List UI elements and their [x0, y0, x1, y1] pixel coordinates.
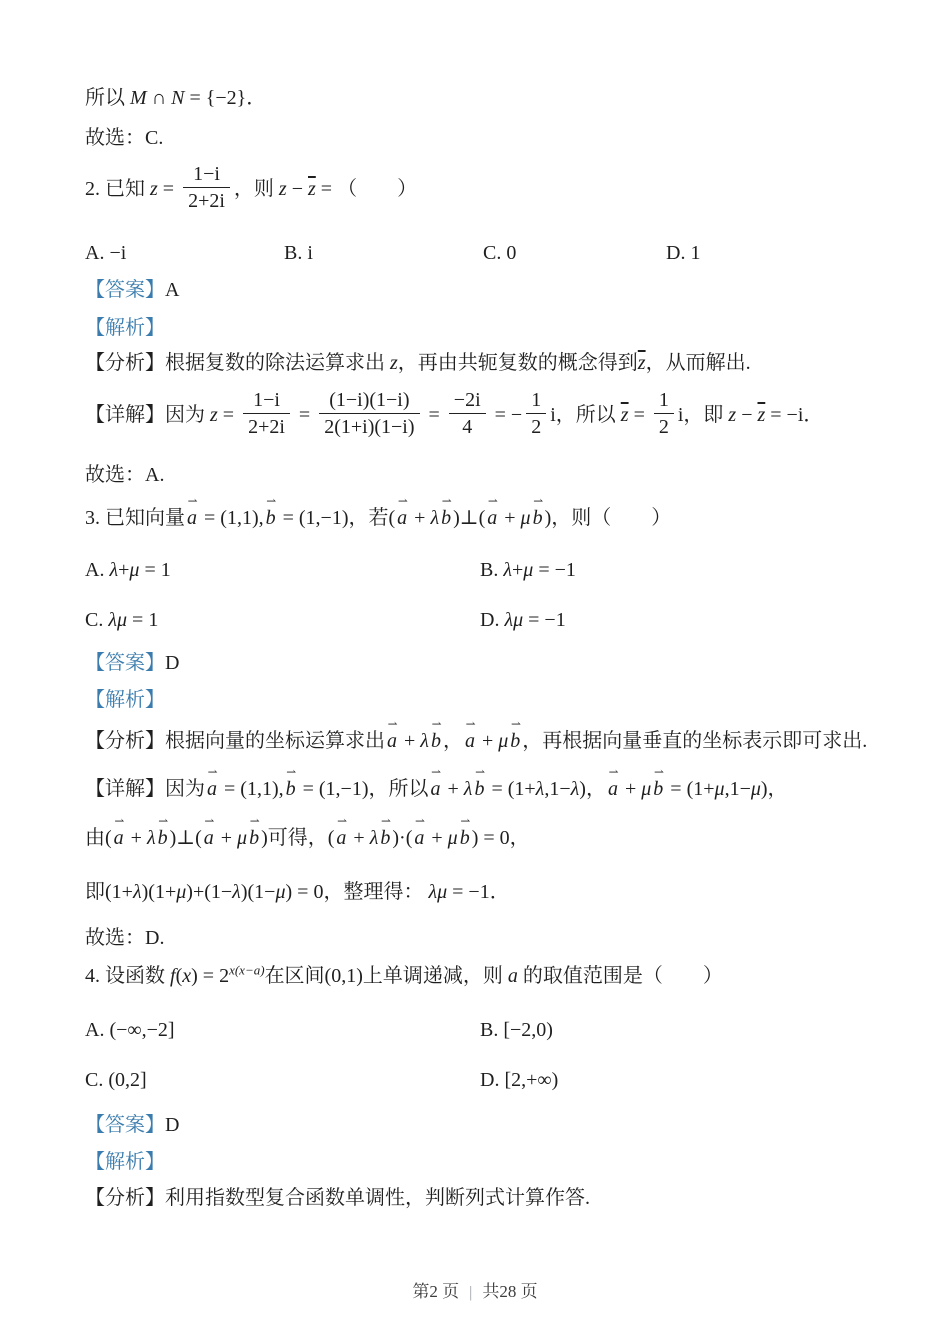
- text-run: μ: [237, 827, 248, 849]
- page-footer: [0, 1277, 950, 1302]
- q4-analysis: [85, 1185, 885, 1211]
- text-run: D: [165, 652, 180, 674]
- text-run: λ: [132, 881, 142, 903]
- text-run: A. (−∞,−2]: [85, 1019, 175, 1041]
- vector-a: ⇀ a: [113, 814, 125, 849]
- text-run: ) = 0，: [471, 827, 530, 849]
- text-run: = (1,1),: [199, 507, 264, 529]
- q4-options-cd: [85, 1067, 885, 1097]
- text-run: =: [217, 404, 240, 427]
- vector-b: ⇀ b: [532, 494, 544, 529]
- text-run: μ: [523, 559, 534, 581]
- text-run: z: [278, 178, 287, 201]
- text-run: B. i: [284, 242, 313, 264]
- q4-option-d: [480, 1067, 558, 1093]
- text-run: = (1+: [486, 778, 536, 800]
- vector-arrow-icon: ⇀: [207, 765, 218, 779]
- text-run: B. [−2,0): [480, 1019, 553, 1041]
- q3-stem: [85, 494, 885, 531]
- text-run: z: [210, 404, 218, 427]
- q4-answer: [85, 1112, 885, 1138]
- vector-a: ⇀ a: [414, 814, 426, 849]
- q3-option-b: [480, 557, 576, 583]
- footer-total-pages: 共28 页: [482, 1282, 538, 1301]
- text-run: )⊥(: [169, 827, 202, 849]
- q3-option-c: [85, 607, 158, 633]
- text-run: C. 0: [483, 242, 517, 264]
- text-run: +: [399, 730, 421, 752]
- q2-options: [85, 240, 885, 270]
- vector-arrow-icon: ⇀: [158, 814, 169, 828]
- text-run: +: [476, 730, 499, 752]
- vector-arrow-icon: ⇀: [460, 814, 471, 828]
- vector-arrow-icon: ⇀: [387, 717, 398, 731]
- text-run: μ: [129, 559, 140, 581]
- text-run: )，: [760, 778, 788, 800]
- text-run: =: [423, 404, 445, 427]
- text-run: z: [150, 178, 158, 201]
- vector-arrow-icon: ⇀: [415, 814, 426, 828]
- text-run: = 1: [139, 559, 171, 581]
- text-run: 故选：C.: [85, 127, 164, 149]
- q4-analysis-header: [85, 1149, 885, 1175]
- text-run: 【详解】因为: [85, 404, 210, 427]
- text-run: μ: [641, 778, 652, 800]
- text-run: 在区间(0,1)上单调递减，则: [264, 965, 508, 987]
- text-run: = (1,−1)，所以: [297, 778, 429, 800]
- text-run: λ: [570, 778, 580, 800]
- section-label: 【解析】: [85, 1151, 165, 1173]
- text-run: ，则: [233, 178, 279, 201]
- text-run: ) = 0，整理得：: [285, 881, 429, 903]
- text-run: μ: [750, 778, 761, 800]
- vector-arrow-icon: ⇀: [114, 814, 125, 828]
- q3-options-cd: [85, 607, 885, 637]
- text-run: λμ: [108, 609, 128, 631]
- vector-a: ⇀ a: [607, 765, 619, 800]
- text-run: x: [182, 965, 192, 987]
- q3-solution-3: [85, 879, 885, 905]
- text-run: z: [728, 404, 737, 427]
- text-run: +: [442, 778, 464, 800]
- text-run: λ: [430, 507, 440, 529]
- vector-arrow-icon: ⇀: [381, 814, 392, 828]
- text-run: D. [2,+∞): [480, 1069, 559, 1091]
- text-run: λ: [420, 730, 429, 752]
- text-run: )，: [579, 778, 606, 800]
- text-run: $\overline{z}$: [637, 352, 646, 374]
- text-run: ∩: [146, 87, 172, 109]
- text-run: )可得，(: [261, 827, 335, 849]
- vector-arrow-icon: ⇀: [475, 765, 486, 779]
- text-run: +: [619, 778, 642, 800]
- text-run: +: [125, 827, 147, 849]
- section-label: 【解析】: [85, 317, 165, 339]
- vector-arrow-icon: ⇀: [337, 814, 348, 828]
- vector-b: ⇀ b: [474, 765, 486, 800]
- fraction: $\frac{1}{2}$: [526, 389, 546, 438]
- text-run: = （ ）: [315, 178, 418, 201]
- text-run: )·(: [392, 827, 413, 849]
- q4-option-c: [85, 1067, 147, 1093]
- q2-analysis: [85, 350, 885, 376]
- text-run: +: [118, 559, 130, 581]
- section-label: 【答案】: [85, 1114, 165, 1136]
- q2-option-c: [483, 240, 516, 266]
- fraction: $\frac{1-i}{2+2i}$: [183, 163, 230, 212]
- text-run: )+(1−: [186, 881, 233, 903]
- vector-b: ⇀ b: [441, 494, 452, 529]
- text-run: )⊥(: [453, 507, 486, 529]
- text-run: λ: [535, 778, 545, 800]
- vector-a: ⇀ a: [487, 494, 498, 529]
- vector-arrow-icon: ⇀: [286, 765, 297, 779]
- section-label: 【答案】: [85, 279, 165, 301]
- text-run: = −1: [533, 559, 576, 581]
- text-run: λμ: [428, 881, 448, 903]
- text-run: D. 1: [666, 242, 701, 264]
- q2-solution: [85, 389, 885, 441]
- fraction: $\frac{(1-i)(1-i)}{2(1+i)(1-i)}$: [319, 389, 419, 438]
- q2-analysis-header: [85, 315, 885, 341]
- text-run: = {−2}．: [184, 87, 267, 109]
- vector-b: ⇀ b: [380, 814, 392, 849]
- vector-arrow-icon: ⇀: [397, 494, 408, 508]
- text-run: 的取值范围是（ ）: [517, 965, 723, 987]
- text-run: B.: [480, 559, 504, 581]
- text-run: = (1+: [665, 778, 715, 800]
- text-run: N: [171, 87, 185, 109]
- text-run: f: [170, 965, 176, 987]
- text-run: −: [286, 178, 308, 201]
- vector-arrow-icon: ⇀: [441, 494, 452, 508]
- text-run: 【详解】因为: [85, 778, 205, 800]
- text-run: C.: [85, 609, 109, 631]
- text-run: +: [499, 507, 521, 529]
- vector-a: ⇀ a: [336, 814, 348, 849]
- text-run: λμ: [504, 609, 524, 631]
- vector-arrow-icon: ⇀: [653, 765, 665, 779]
- vector-arrow-icon: ⇀: [465, 717, 476, 731]
- superscript: x(x−a): [229, 962, 265, 978]
- text-run: μ: [176, 881, 187, 903]
- q4-options-ab: [85, 1017, 885, 1047]
- text-run: μ: [714, 778, 725, 800]
- text-run: 故选：D.: [85, 927, 165, 949]
- text-run: A: [165, 279, 180, 301]
- q3-conclusion: [85, 925, 885, 951]
- vector-a: ⇀ a: [207, 765, 218, 800]
- text-run: 【分析】根据向量的坐标运算求出: [85, 730, 385, 752]
- text-run: ) = 2: [191, 965, 230, 987]
- text-run: 所以: [85, 87, 130, 109]
- text-run: λ: [503, 559, 513, 581]
- text-run: 故选：A.: [85, 464, 165, 486]
- vector-a: ⇀ a: [203, 814, 215, 849]
- text-run: 2. 已知: [85, 178, 150, 201]
- vector-arrow-icon: ⇀: [249, 814, 260, 828]
- text-run: D: [165, 1114, 180, 1136]
- fraction: $\frac{1-i}{2+2i}$: [243, 389, 290, 438]
- text-run: λ: [109, 559, 119, 581]
- text-run: $\overline{z}$: [308, 178, 316, 201]
- vector-arrow-icon: ⇀: [533, 494, 544, 508]
- vector-arrow-icon: ⇀: [431, 717, 442, 731]
- text-run: C. (0,2]: [85, 1069, 147, 1091]
- footer-page-number: 第2 页: [412, 1282, 460, 1301]
- text-run: +: [426, 827, 448, 849]
- vector-b: ⇀ b: [285, 765, 297, 800]
- text-run: i，即: [677, 404, 729, 427]
- text-run: μ: [447, 827, 458, 849]
- text-run: 即(1+: [85, 881, 133, 903]
- q1-answer-choice: [85, 125, 885, 151]
- vector-a: ⇀ a: [464, 717, 476, 752]
- text-run: $\overline{z}$: [620, 404, 629, 427]
- text-run: ，从而解出.: [645, 352, 751, 374]
- text-run: ，: [442, 730, 463, 752]
- text-run: =: [628, 404, 650, 427]
- text-run: ,1−: [724, 778, 751, 800]
- vector-a: ⇀ a: [430, 765, 442, 800]
- text-run: = (1,−1)，若(: [277, 507, 396, 529]
- q2-option-a: [85, 240, 126, 266]
- text-run: =: [293, 404, 316, 427]
- vector-b: ⇀ b: [157, 814, 169, 849]
- vector-b: ⇀ b: [459, 814, 471, 849]
- text-run: = (1,1),: [219, 778, 284, 800]
- text-run: a: [507, 965, 518, 987]
- text-run: (: [175, 965, 183, 987]
- text-run: μ: [275, 881, 286, 903]
- text-run: i，所以: [550, 404, 621, 427]
- vector-arrow-icon: ⇀: [431, 765, 442, 779]
- vector-b: ⇀ b: [249, 814, 260, 849]
- text-run: = −1．: [447, 881, 510, 903]
- q3-solution-1: [85, 765, 885, 802]
- text-run: = −1: [523, 609, 566, 631]
- vector-a: ⇀ a: [387, 717, 398, 752]
- q3-analysis-header: [85, 687, 885, 713]
- vector-arrow-icon: ⇀: [187, 494, 198, 508]
- text-run: −: [736, 404, 758, 427]
- text-run: ，再由共轭复数的概念得到: [397, 352, 638, 374]
- text-run: +: [215, 827, 238, 849]
- q3-option-a: [85, 557, 171, 583]
- text-run: $\overline{z}$: [757, 404, 766, 427]
- text-run: 【分析】利用指数型复合函数单调性，判断列式计算作答.: [85, 1187, 590, 1209]
- q4-option-b: [480, 1017, 553, 1043]
- text-run: λ: [146, 827, 156, 849]
- vector-b: ⇀ b: [430, 717, 442, 752]
- fraction: $\frac{-2i}{4}$: [449, 389, 486, 438]
- text-run: +: [512, 559, 524, 581]
- text-run: D.: [480, 609, 505, 631]
- text-run: = 1: [127, 609, 159, 631]
- text-run: z: [390, 352, 398, 374]
- text-run: M: [130, 87, 147, 109]
- q3-options-ab: [85, 557, 885, 587]
- vector-arrow-icon: ⇀: [608, 765, 619, 779]
- text-run: )(1+: [141, 881, 177, 903]
- vector-a: ⇀ a: [397, 494, 408, 529]
- q4-stem: [85, 963, 885, 989]
- text-run: )(1−: [240, 881, 276, 903]
- text-run: A. −i: [85, 242, 127, 264]
- text-run: 【分析】根据复数的除法运算求出: [85, 352, 390, 374]
- vector-a: ⇀ a: [187, 494, 198, 529]
- section-label: 【答案】: [85, 652, 165, 674]
- text-run: ，再根据向量垂直的坐标表示即可求出.: [522, 730, 868, 752]
- text-run: λ: [232, 881, 241, 903]
- q1-solution-conclusion: [85, 85, 885, 111]
- q3-solution-2: [85, 814, 885, 851]
- vector-b: ⇀ b: [265, 494, 277, 529]
- text-run: )，则（ ）: [544, 507, 672, 529]
- text-run: =: [157, 178, 180, 201]
- vector-arrow-icon: ⇀: [266, 494, 277, 508]
- text-run: 3. 已知向量: [85, 507, 185, 529]
- text-run: 4. 设函数: [85, 965, 170, 987]
- text-run: μ: [520, 507, 531, 529]
- q3-analysis: [85, 717, 885, 754]
- footer-separator: |: [469, 1284, 473, 1301]
- q4-option-a: [85, 1017, 175, 1043]
- text-run: = −i．: [765, 404, 824, 427]
- q3-option-d: [480, 607, 566, 633]
- text-run: μ: [498, 730, 509, 752]
- vector-arrow-icon: ⇀: [204, 814, 215, 828]
- text-run: +: [409, 507, 431, 529]
- fraction: $\frac{1}{2}$: [654, 389, 674, 438]
- vector-b: ⇀ b: [653, 765, 665, 800]
- q2-conclusion: [85, 462, 885, 488]
- text-run: λ: [463, 778, 473, 800]
- vector-arrow-icon: ⇀: [487, 494, 498, 508]
- q2-answer: [85, 277, 885, 303]
- text-run: 由(: [85, 827, 112, 849]
- text-run: ,1−: [544, 778, 571, 800]
- vector-b: ⇀ b: [510, 717, 521, 752]
- q3-answer: [85, 650, 885, 676]
- text-run: A.: [85, 559, 110, 581]
- text-run: +: [348, 827, 370, 849]
- section-label: 【解析】: [85, 689, 165, 711]
- text-run: = −: [489, 404, 523, 427]
- q2-option-b: [284, 240, 313, 266]
- text-run: λ: [369, 827, 379, 849]
- vector-arrow-icon: ⇀: [510, 717, 521, 731]
- q2-stem: [85, 163, 885, 215]
- q2-option-d: [666, 240, 700, 266]
